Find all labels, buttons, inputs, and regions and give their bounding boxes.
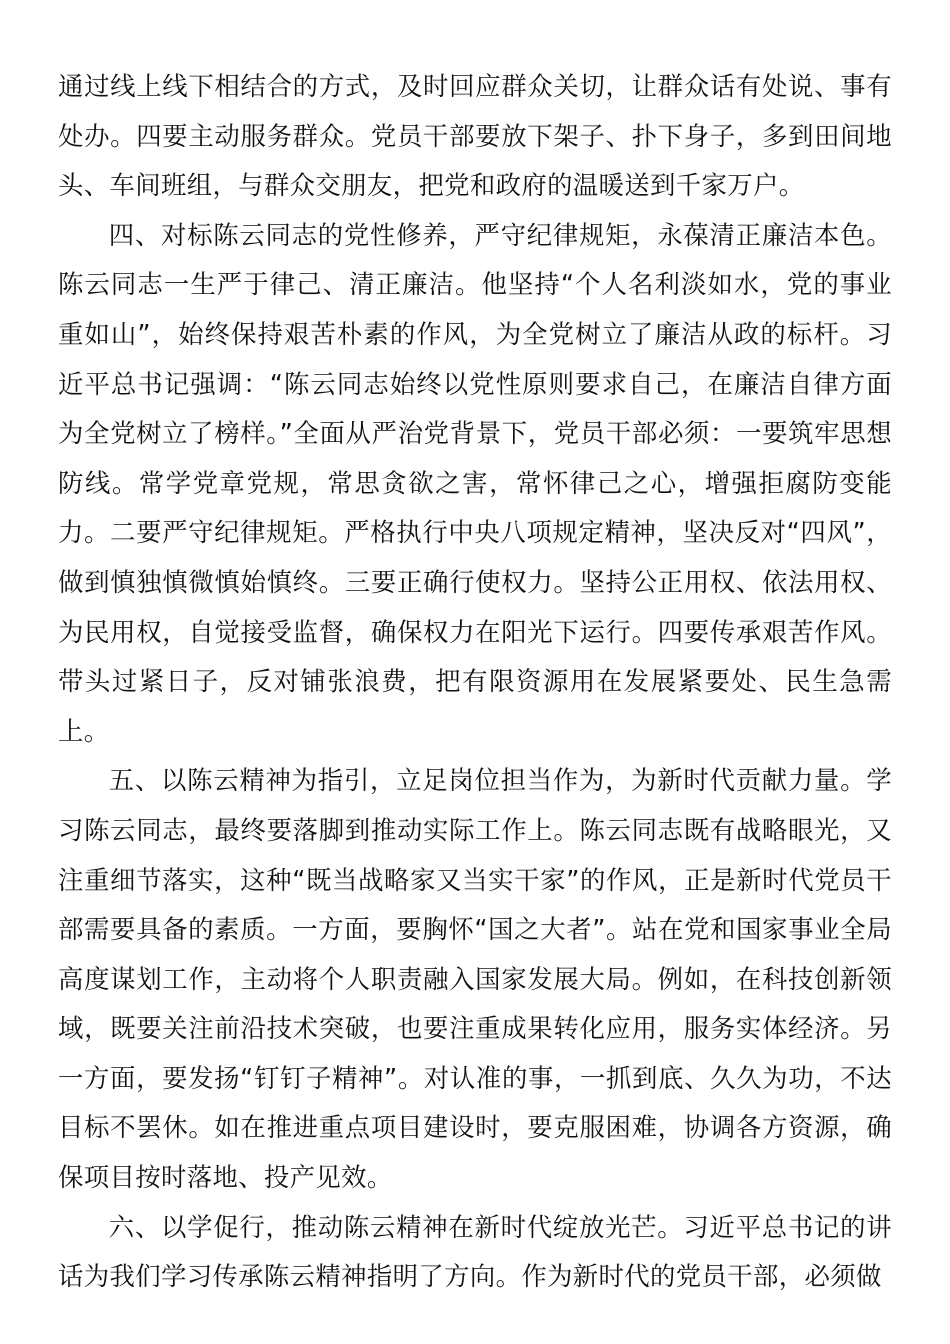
paragraph-continuation: 通过线上线下相结合的方式，及时回应群众关切，让群众话有处说、事有处办。四要主动服务群众。党员干部要放下架子、扑下身子，多到田间地头、车间班组，与群众交朋友，把党和政府的温暖送到千家万户。	[58, 71, 892, 201]
paragraph-section-six: 六、以学促行，推动陈云精神在新时代绽放光芒。习近平总书记的讲话为我们学习传承陈云精神指明了方向。作为新时代的党员干部，必须做	[58, 1211, 892, 1292]
document-page	[58, 62, 892, 1302]
paragraph-section-four: 四、对标陈云同志的党性修养，严守纪律规矩，永葆清正廉洁本色。陈云同志一生严于律己、清正廉洁。他坚持“个人名利淡如水，党的事业重如山”，始终保持艰苦朴素的作风，为全党树立了廉洁从政的标杆。习近平总书记强调：“陈云同志始终以党性原则要求自己，在廉洁自律方面为全党树立了榜样。”全面从严治党背景下，党员干部必须：一要筑牢思想防线。常学党章党规，常思贪欲之害，常怀律己之心，增强拒腐防变能力。二要严守纪律规矩。严格执行中央八项规定精神，坚决反对“四风”，做到慎独慎微慎始慎终。三要正确行使权力。坚持公正用权、依法用权、为民用权，自觉接受监督，确保权力在阳光下运行。四要传承艰苦作风。带头过紧日子，反对铺张浪费，把有限资源用在发展紧要处、民生急需上。	[58, 219, 892, 746]
paragraph-section-five: 五、以陈云精神为指引，立足岗位担当作为，为新时代贡献力量。学习陈云同志，最终要落脚到推动实际工作上。陈云同志既有战略眼光，又注重细节落实，这种“既当战略家又当实干家”的作风，正是新时代党员干部需要具备的素质。一方面，要胸怀“国之大者”。站在党和国家事业全局高度谋划工作，主动将个人职责融入国家发展大局。例如，在科技创新领域，既要关注前沿技术突破，也要注重成果转化应用，服务实体经济。另一方面，要发扬“钉钉子精神”。对认准的事，一抓到底、久久为功，不达目标不罢休。如在推进重点项目建设时，要克服困难，协调各方资源，确保项目按时落地、投产见效。	[58, 765, 892, 1193]
